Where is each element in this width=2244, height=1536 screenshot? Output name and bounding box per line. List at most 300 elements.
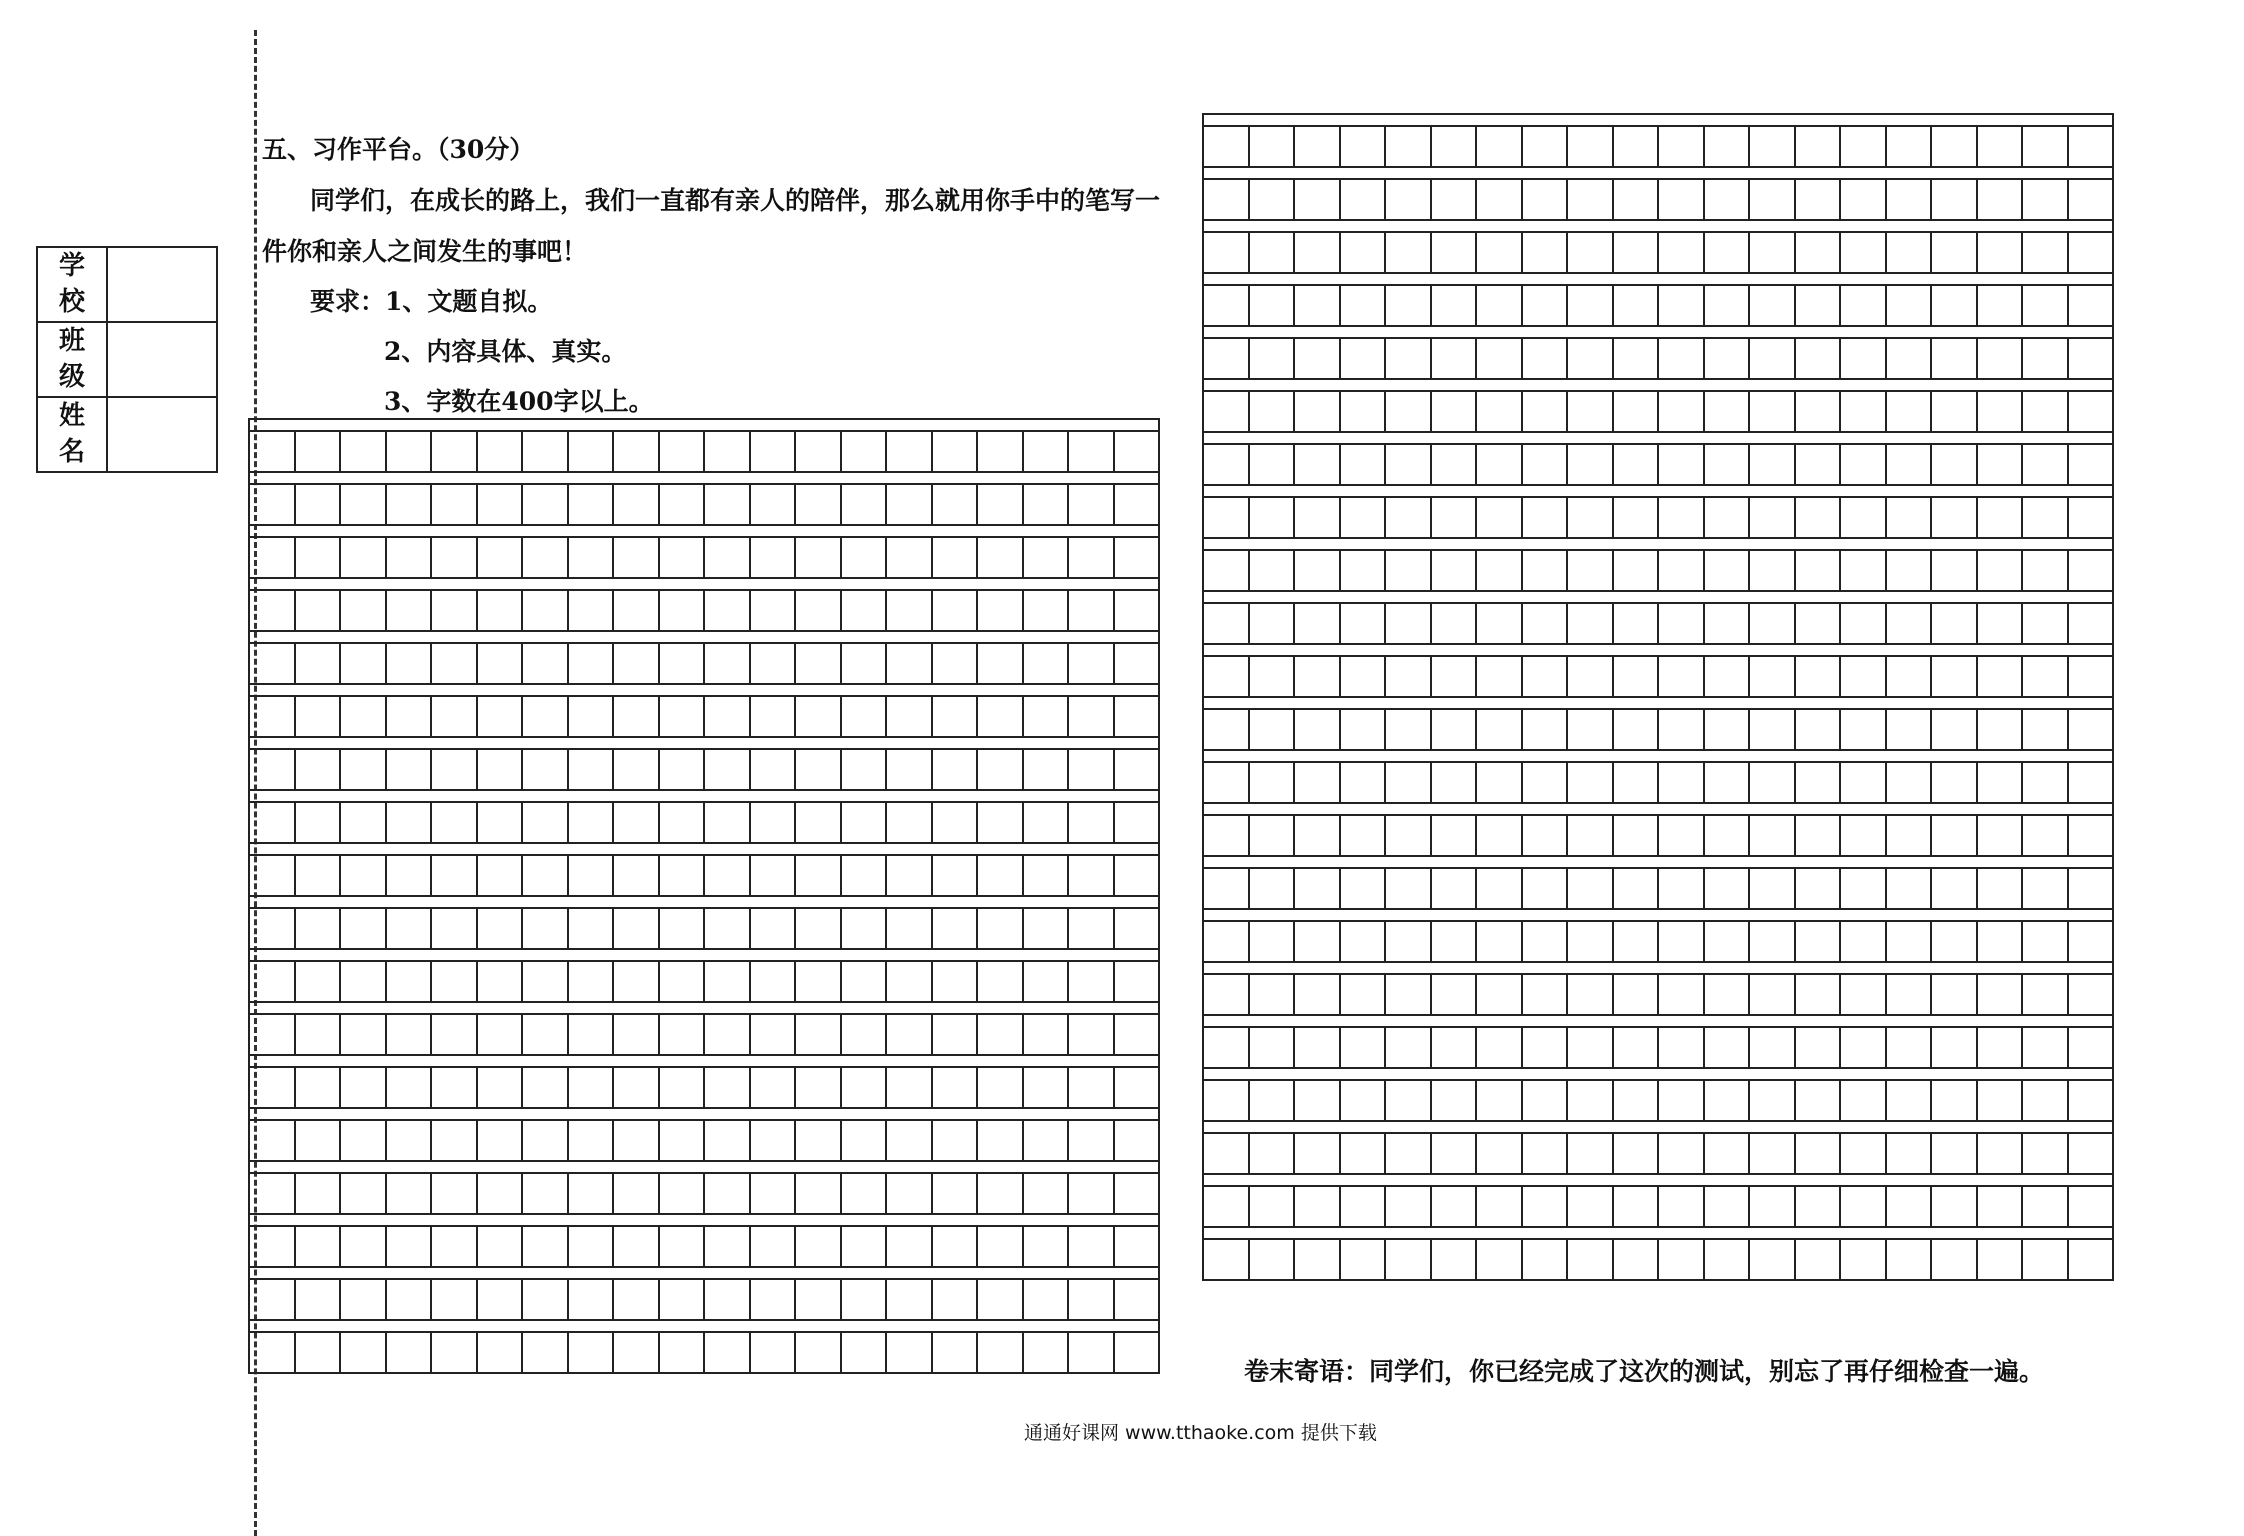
grid-cell[interactable] [1295, 286, 1341, 325]
grid-cell[interactable] [478, 1333, 524, 1372]
grid-cell[interactable] [1250, 1187, 1296, 1226]
grid-cell[interactable] [1523, 1081, 1569, 1120]
grid-cell[interactable] [1796, 922, 1842, 961]
grid-cell[interactable] [250, 1333, 296, 1372]
grid-cell[interactable] [569, 1333, 615, 1372]
grid-cell[interactable] [1659, 922, 1705, 961]
grid-cell[interactable] [1705, 710, 1751, 749]
grid-cell[interactable] [1523, 922, 1569, 961]
grid-cell[interactable] [978, 432, 1024, 471]
grid-cell[interactable] [1069, 697, 1115, 736]
grid-cell[interactable] [250, 591, 296, 630]
grid-cell[interactable] [2069, 392, 2113, 431]
grid-cell[interactable] [1796, 392, 1842, 431]
grid-cell[interactable] [1477, 180, 1523, 219]
grid-cell[interactable] [2023, 233, 2069, 272]
grid-cell[interactable] [1796, 710, 1842, 749]
grid-cell[interactable] [1477, 1081, 1523, 1120]
grid-cell[interactable] [1614, 1240, 1660, 1279]
grid-cell[interactable] [1932, 657, 1978, 696]
grid-cell[interactable] [1477, 233, 1523, 272]
grid-cell[interactable] [523, 1227, 569, 1266]
grid-cell[interactable] [1932, 127, 1978, 166]
grid-cell[interactable] [614, 750, 660, 789]
grid-cell[interactable] [660, 1068, 706, 1107]
grid-cell[interactable] [1750, 392, 1796, 431]
grid-cell[interactable] [1705, 233, 1751, 272]
grid-cell[interactable] [705, 538, 751, 577]
grid-cell[interactable] [1115, 1121, 1159, 1160]
grid-cell[interactable] [387, 909, 433, 948]
grid-cell[interactable] [1614, 1187, 1660, 1226]
grid-cell[interactable] [1477, 498, 1523, 537]
grid-cell[interactable] [250, 538, 296, 577]
id-value-school[interactable] [107, 247, 217, 322]
grid-cell[interactable] [1069, 803, 1115, 842]
grid-cell[interactable] [250, 432, 296, 471]
grid-cell[interactable] [432, 644, 478, 683]
grid-cell[interactable] [1796, 763, 1842, 802]
grid-cell[interactable] [250, 750, 296, 789]
grid-cell[interactable] [1614, 180, 1660, 219]
grid-cell[interactable] [1614, 551, 1660, 590]
grid-cell[interactable] [341, 1333, 387, 1372]
grid-cell[interactable] [1295, 1081, 1341, 1120]
grid-cell[interactable] [1796, 233, 1842, 272]
grid-cell[interactable] [1115, 1068, 1159, 1107]
grid-cell[interactable] [1432, 710, 1478, 749]
grid-cell[interactable] [1204, 392, 1250, 431]
grid-cell[interactable] [614, 1227, 660, 1266]
writing-grid-left[interactable] [248, 418, 1160, 1374]
grid-cell[interactable] [1887, 657, 1933, 696]
grid-cell[interactable] [1978, 180, 2024, 219]
grid-cell[interactable] [1932, 445, 1978, 484]
grid-cell[interactable] [978, 1068, 1024, 1107]
grid-cell[interactable] [1932, 922, 1978, 961]
grid-cell[interactable] [842, 856, 888, 895]
grid-cell[interactable] [523, 1121, 569, 1160]
grid-cell[interactable] [1932, 816, 1978, 855]
grid-cell[interactable] [705, 909, 751, 948]
grid-cell[interactable] [1705, 445, 1751, 484]
grid-cell[interactable] [1295, 1134, 1341, 1173]
grid-cell[interactable] [1659, 869, 1705, 908]
grid-cell[interactable] [523, 1333, 569, 1372]
grid-cell[interactable] [1659, 392, 1705, 431]
grid-cell[interactable] [660, 538, 706, 577]
grid-cell[interactable] [1796, 1134, 1842, 1173]
grid-cell[interactable] [432, 750, 478, 789]
grid-cell[interactable] [842, 644, 888, 683]
grid-cell[interactable] [523, 432, 569, 471]
grid-cell[interactable] [751, 750, 797, 789]
grid-cell[interactable] [796, 432, 842, 471]
grid-cell[interactable] [523, 485, 569, 524]
grid-cell[interactable] [705, 750, 751, 789]
grid-cell[interactable] [1295, 922, 1341, 961]
grid-cell[interactable] [341, 591, 387, 630]
grid-cell[interactable] [705, 697, 751, 736]
grid-cell[interactable] [614, 1333, 660, 1372]
grid-cell[interactable] [1887, 392, 1933, 431]
grid-cell[interactable] [432, 432, 478, 471]
grid-cell[interactable] [933, 962, 979, 1001]
grid-cell[interactable] [1069, 644, 1115, 683]
grid-cell[interactable] [1705, 1081, 1751, 1120]
grid-cell[interactable] [2069, 1187, 2113, 1226]
grid-cell[interactable] [1887, 816, 1933, 855]
grid-cell[interactable] [1659, 816, 1705, 855]
grid-cell[interactable] [842, 1121, 888, 1160]
grid-cell[interactable] [2069, 922, 2113, 961]
grid-cell[interactable] [1750, 1028, 1796, 1067]
grid-cell[interactable] [2069, 1240, 2113, 1279]
grid-cell[interactable] [1204, 233, 1250, 272]
grid-cell[interactable] [341, 485, 387, 524]
grid-cell[interactable] [2069, 286, 2113, 325]
grid-cell[interactable] [705, 1227, 751, 1266]
grid-cell[interactable] [1523, 127, 1569, 166]
grid-cell[interactable] [1705, 869, 1751, 908]
grid-cell[interactable] [751, 1333, 797, 1372]
grid-cell[interactable] [1432, 498, 1478, 537]
grid-cell[interactable] [1705, 975, 1751, 1014]
grid-cell[interactable] [887, 1015, 933, 1054]
grid-cell[interactable] [387, 962, 433, 1001]
grid-cell[interactable] [1750, 180, 1796, 219]
grid-cell[interactable] [1568, 657, 1614, 696]
grid-cell[interactable] [1614, 922, 1660, 961]
grid-cell[interactable] [1523, 498, 1569, 537]
grid-cell[interactable] [1069, 1121, 1115, 1160]
grid-cell[interactable] [1614, 657, 1660, 696]
grid-cell[interactable] [1705, 286, 1751, 325]
grid-cell[interactable] [1341, 1240, 1387, 1279]
grid-cell[interactable] [341, 1015, 387, 1054]
grid-cell[interactable] [1978, 763, 2024, 802]
grid-cell[interactable] [569, 1015, 615, 1054]
grid-cell[interactable] [1887, 1081, 1933, 1120]
grid-cell[interactable] [1750, 445, 1796, 484]
grid-cell[interactable] [751, 803, 797, 842]
grid-cell[interactable] [1932, 180, 1978, 219]
grid-cell[interactable] [250, 1227, 296, 1266]
grid-cell[interactable] [478, 591, 524, 630]
grid-cell[interactable] [887, 1333, 933, 1372]
grid-cell[interactable] [1250, 551, 1296, 590]
grid-cell[interactable] [387, 1121, 433, 1160]
grid-cell[interactable] [1432, 657, 1478, 696]
grid-cell[interactable] [1614, 975, 1660, 1014]
grid-cell[interactable] [1614, 339, 1660, 378]
grid-cell[interactable] [796, 1174, 842, 1213]
grid-cell[interactable] [705, 1015, 751, 1054]
grid-cell[interactable] [387, 1333, 433, 1372]
grid-cell[interactable] [1295, 498, 1341, 537]
grid-cell[interactable] [1024, 909, 1070, 948]
grid-cell[interactable] [432, 1280, 478, 1319]
grid-cell[interactable] [1978, 975, 2024, 1014]
grid-cell[interactable] [1659, 1134, 1705, 1173]
grid-cell[interactable] [296, 1227, 342, 1266]
grid-cell[interactable] [1523, 657, 1569, 696]
grid-cell[interactable] [478, 750, 524, 789]
grid-cell[interactable] [569, 962, 615, 1001]
grid-cell[interactable] [1750, 1081, 1796, 1120]
grid-cell[interactable] [1341, 551, 1387, 590]
grid-cell[interactable] [842, 803, 888, 842]
grid-cell[interactable] [660, 1174, 706, 1213]
grid-cell[interactable] [478, 1174, 524, 1213]
grid-cell[interactable] [978, 591, 1024, 630]
grid-cell[interactable] [1659, 180, 1705, 219]
grid-cell[interactable] [614, 432, 660, 471]
grid-cell[interactable] [1024, 1121, 1070, 1160]
grid-cell[interactable] [1796, 975, 1842, 1014]
grid-cell[interactable] [432, 1121, 478, 1160]
grid-cell[interactable] [978, 803, 1024, 842]
grid-cell[interactable] [2023, 1187, 2069, 1226]
grid-cell[interactable] [1568, 710, 1614, 749]
grid-cell[interactable] [1614, 286, 1660, 325]
grid-cell[interactable] [1432, 869, 1478, 908]
grid-cell[interactable] [1024, 750, 1070, 789]
grid-cell[interactable] [2069, 1028, 2113, 1067]
grid-cell[interactable] [1386, 657, 1432, 696]
grid-cell[interactable] [796, 1015, 842, 1054]
grid-cell[interactable] [796, 644, 842, 683]
grid-cell[interactable] [1841, 1240, 1887, 1279]
grid-cell[interactable] [751, 1068, 797, 1107]
grid-cell[interactable] [1659, 1081, 1705, 1120]
grid-cell[interactable] [432, 1333, 478, 1372]
grid-cell[interactable] [796, 803, 842, 842]
grid-cell[interactable] [751, 1015, 797, 1054]
grid-cell[interactable] [1887, 127, 1933, 166]
grid-cell[interactable] [1204, 127, 1250, 166]
grid-cell[interactable] [1204, 1187, 1250, 1226]
grid-cell[interactable] [705, 1068, 751, 1107]
grid-cell[interactable] [842, 1280, 888, 1319]
grid-cell[interactable] [296, 1280, 342, 1319]
grid-cell[interactable] [1887, 498, 1933, 537]
grid-cell[interactable] [1295, 1028, 1341, 1067]
grid-cell[interactable] [1887, 710, 1933, 749]
grid-cell[interactable] [569, 909, 615, 948]
grid-cell[interactable] [1841, 180, 1887, 219]
grid-cell[interactable] [1341, 975, 1387, 1014]
grid-cell[interactable] [887, 803, 933, 842]
grid-cell[interactable] [1432, 604, 1478, 643]
grid-cell[interactable] [751, 432, 797, 471]
grid-cell[interactable] [1024, 1015, 1070, 1054]
grid-cell[interactable] [1841, 975, 1887, 1014]
grid-cell[interactable] [1932, 869, 1978, 908]
grid-cell[interactable] [296, 538, 342, 577]
grid-cell[interactable] [1477, 763, 1523, 802]
grid-cell[interactable] [2069, 869, 2113, 908]
grid-cell[interactable] [2023, 1081, 2069, 1120]
grid-cell[interactable] [569, 750, 615, 789]
grid-cell[interactable] [569, 1280, 615, 1319]
grid-cell[interactable] [1386, 1081, 1432, 1120]
grid-cell[interactable] [2023, 1028, 2069, 1067]
grid-cell[interactable] [1432, 1187, 1478, 1226]
grid-cell[interactable] [387, 1068, 433, 1107]
grid-cell[interactable] [296, 909, 342, 948]
grid-cell[interactable] [1386, 233, 1432, 272]
grid-cell[interactable] [1614, 1134, 1660, 1173]
grid-cell[interactable] [1523, 180, 1569, 219]
grid-cell[interactable] [1568, 286, 1614, 325]
grid-cell[interactable] [1204, 763, 1250, 802]
grid-cell[interactable] [933, 432, 979, 471]
grid-cell[interactable] [1932, 1028, 1978, 1067]
grid-cell[interactable] [887, 644, 933, 683]
grid-cell[interactable] [1978, 1081, 2024, 1120]
grid-cell[interactable] [432, 1227, 478, 1266]
grid-cell[interactable] [887, 1227, 933, 1266]
grid-cell[interactable] [341, 432, 387, 471]
grid-cell[interactable] [796, 750, 842, 789]
grid-cell[interactable] [1295, 445, 1341, 484]
grid-cell[interactable] [2023, 392, 2069, 431]
grid-cell[interactable] [1115, 591, 1159, 630]
grid-cell[interactable] [1115, 697, 1159, 736]
grid-cell[interactable] [1978, 604, 2024, 643]
grid-cell[interactable] [1568, 445, 1614, 484]
grid-cell[interactable] [1341, 922, 1387, 961]
grid-cell[interactable] [2023, 339, 2069, 378]
grid-cell[interactable] [1523, 286, 1569, 325]
grid-cell[interactable] [1024, 591, 1070, 630]
grid-cell[interactable] [250, 962, 296, 1001]
grid-cell[interactable] [1659, 339, 1705, 378]
grid-cell[interactable] [614, 1280, 660, 1319]
grid-cell[interactable] [705, 432, 751, 471]
grid-cell[interactable] [1341, 1134, 1387, 1173]
grid-cell[interactable] [842, 1015, 888, 1054]
grid-cell[interactable] [1386, 975, 1432, 1014]
grid-cell[interactable] [1024, 432, 1070, 471]
grid-cell[interactable] [978, 538, 1024, 577]
grid-cell[interactable] [1477, 869, 1523, 908]
grid-cell[interactable] [1432, 551, 1478, 590]
grid-cell[interactable] [1705, 763, 1751, 802]
grid-cell[interactable] [2023, 975, 2069, 1014]
grid-cell[interactable] [478, 697, 524, 736]
grid-cell[interactable] [1841, 1028, 1887, 1067]
grid-cell[interactable] [1568, 498, 1614, 537]
grid-cell[interactable] [2069, 975, 2113, 1014]
grid-cell[interactable] [1024, 538, 1070, 577]
grid-cell[interactable] [250, 909, 296, 948]
grid-cell[interactable] [1341, 869, 1387, 908]
grid-cell[interactable] [796, 1121, 842, 1160]
grid-cell[interactable] [1705, 1028, 1751, 1067]
grid-cell[interactable] [660, 1015, 706, 1054]
grid-cell[interactable] [887, 432, 933, 471]
grid-cell[interactable] [1887, 1187, 1933, 1226]
grid-cell[interactable] [614, 1015, 660, 1054]
grid-cell[interactable] [1386, 1240, 1432, 1279]
grid-cell[interactable] [1341, 816, 1387, 855]
grid-cell[interactable] [2069, 339, 2113, 378]
grid-cell[interactable] [1932, 763, 1978, 802]
grid-cell[interactable] [978, 1280, 1024, 1319]
grid-cell[interactable] [933, 591, 979, 630]
grid-cell[interactable] [978, 644, 1024, 683]
grid-cell[interactable] [387, 856, 433, 895]
grid-cell[interactable] [1477, 604, 1523, 643]
grid-cell[interactable] [1750, 763, 1796, 802]
grid-cell[interactable] [1705, 127, 1751, 166]
grid-cell[interactable] [1750, 604, 1796, 643]
grid-cell[interactable] [887, 1068, 933, 1107]
grid-cell[interactable] [1614, 816, 1660, 855]
grid-cell[interactable] [1978, 127, 2024, 166]
grid-cell[interactable] [1568, 339, 1614, 378]
grid-cell[interactable] [751, 856, 797, 895]
grid-cell[interactable] [1523, 975, 1569, 1014]
grid-cell[interactable] [1386, 180, 1432, 219]
grid-cell[interactable] [1386, 1028, 1432, 1067]
grid-cell[interactable] [978, 1015, 1024, 1054]
grid-cell[interactable] [1750, 1187, 1796, 1226]
grid-cell[interactable] [1841, 1081, 1887, 1120]
grid-cell[interactable] [1796, 339, 1842, 378]
grid-cell[interactable] [1932, 498, 1978, 537]
grid-cell[interactable] [1659, 604, 1705, 643]
grid-cell[interactable] [1115, 1015, 1159, 1054]
grid-cell[interactable] [933, 1015, 979, 1054]
grid-cell[interactable] [1024, 1174, 1070, 1213]
grid-cell[interactable] [1250, 392, 1296, 431]
grid-cell[interactable] [1432, 180, 1478, 219]
grid-cell[interactable] [1341, 657, 1387, 696]
grid-cell[interactable] [1295, 816, 1341, 855]
grid-cell[interactable] [2023, 1134, 2069, 1173]
grid-cell[interactable] [1295, 657, 1341, 696]
grid-cell[interactable] [1796, 1240, 1842, 1279]
grid-cell[interactable] [1024, 485, 1070, 524]
grid-cell[interactable] [751, 962, 797, 1001]
grid-cell[interactable] [1705, 604, 1751, 643]
grid-cell[interactable] [1432, 1134, 1478, 1173]
grid-cell[interactable] [978, 909, 1024, 948]
grid-cell[interactable] [1887, 1240, 1933, 1279]
grid-cell[interactable] [1115, 1333, 1159, 1372]
grid-cell[interactable] [751, 538, 797, 577]
grid-cell[interactable] [1659, 551, 1705, 590]
grid-cell[interactable] [1250, 816, 1296, 855]
grid-cell[interactable] [2023, 710, 2069, 749]
grid-cell[interactable] [1250, 604, 1296, 643]
grid-cell[interactable] [1750, 127, 1796, 166]
grid-cell[interactable] [842, 1068, 888, 1107]
grid-cell[interactable] [796, 962, 842, 1001]
grid-cell[interactable] [250, 856, 296, 895]
grid-cell[interactable] [1841, 604, 1887, 643]
grid-cell[interactable] [1295, 869, 1341, 908]
grid-cell[interactable] [1887, 922, 1933, 961]
grid-cell[interactable] [250, 1280, 296, 1319]
grid-cell[interactable] [2023, 604, 2069, 643]
grid-cell[interactable] [1796, 604, 1842, 643]
grid-cell[interactable] [1705, 392, 1751, 431]
grid-cell[interactable] [1841, 922, 1887, 961]
